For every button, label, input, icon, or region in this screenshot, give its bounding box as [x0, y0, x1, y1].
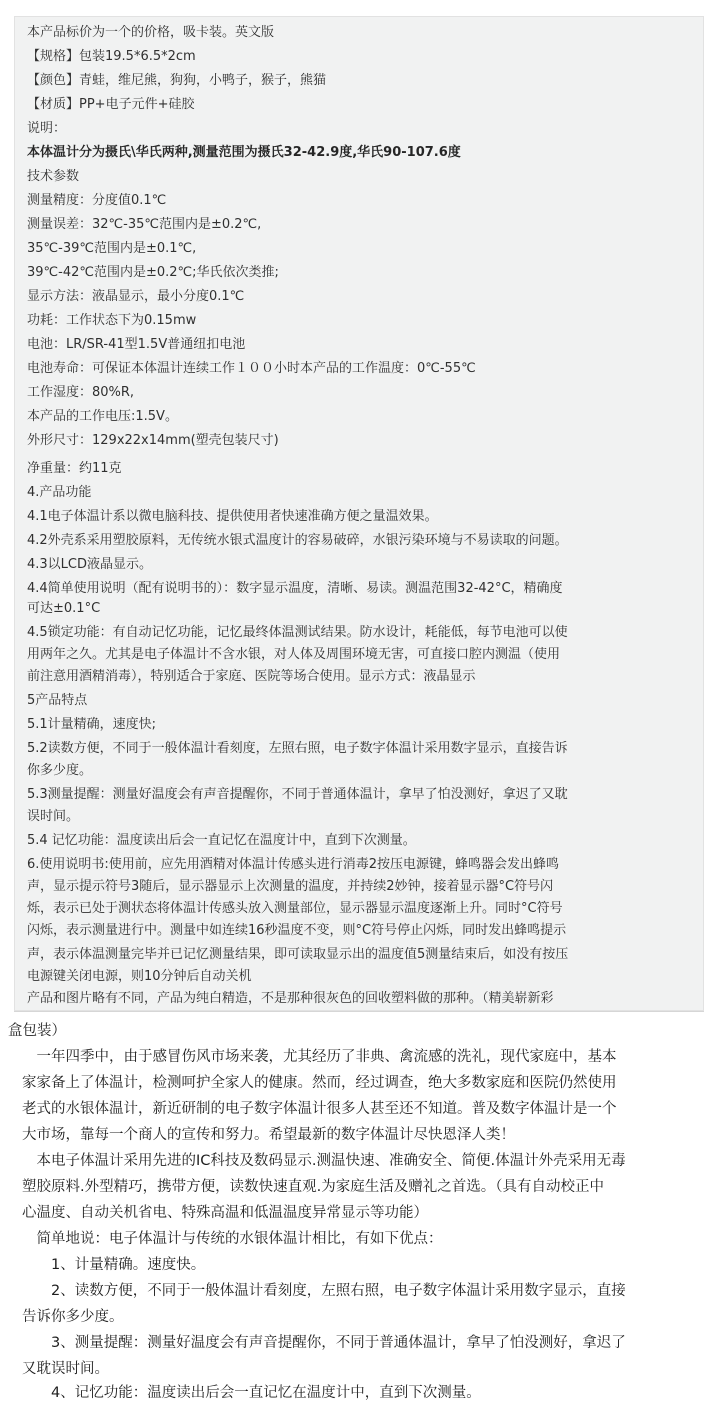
intro-panel	[0, 1018, 720, 1406]
spec-line: 本产品标价为一个的价格，吸卡装。英文版	[27, 25, 275, 40]
intro-line: 心温度、自动关机省电、特殊高温和低温温度异常显示等功能）	[22, 1205, 428, 1221]
spec-line: 4.4简单使用说明（配有说明书的）：数字显示温度，清晰、易读。测温范围32-42°C，精确度	[27, 581, 563, 596]
spec-line: 本体温计分为摄氏\华氏两种,测量范围为摄氏32-42.9度,华氏90-107.6度	[27, 145, 461, 160]
spec-line: 电池寿命：可保证本体温计连续工作１００小时本产品的工作温度：0℃-55℃	[27, 361, 476, 376]
intro-line: 本电子体温计采用先进的IC科技及数码显示.测温快速、准确安全、简便.体温计外壳采用无毒	[22, 1153, 626, 1169]
intro-line: 2、读数方便，不同于一般体温计看刻度，左照右照，电子数字体温计采用数字显示，直接	[22, 1283, 626, 1299]
spec-line: 5.3测量提醒：测量好温度会有声音提醒你，不同于普通体温计，拿早了怕没测好，拿迟了又耽	[27, 787, 568, 802]
spec-line: 烁，表示已处于测状态将体温计传感头放入测量部位，显示器显示温度逐渐上升。同时°C符号	[27, 901, 563, 916]
spec-line: 5产品特点	[27, 693, 88, 708]
spec-line: 5.4 记忆功能：温度读出后会一直记忆在温度计中，直到下次测量。	[27, 833, 416, 848]
intro-line: 告诉你多少度。	[22, 1309, 124, 1325]
spec-line: 5.1计量精确，速度快;	[27, 717, 157, 732]
spec-line: 4.1电子体温计系以微电脑科技、提供使用者快速准确方便之量温效果。	[27, 509, 438, 524]
intro-line: 又耽误时间。	[22, 1361, 109, 1377]
spec-line: 工作湿度：80%R,	[27, 385, 135, 400]
spec-line: 4.2外壳系采用塑胶原料，无传统水银式温度计的容易破碎，水银污染环境与不易读取的问题。	[27, 533, 568, 548]
intro-line: 4、记忆功能：温度读出后会一直记忆在温度计中，直到下次测量。	[22, 1385, 481, 1401]
spec-line: 你多少度。	[27, 763, 93, 778]
spec-panel	[14, 16, 704, 1011]
spec-line: 测量误差：32℃-35℃范围内是±0.2℃,	[27, 217, 262, 232]
spec-line: 外形尺寸：129x22x14mm(塑壳包装尺寸)	[27, 433, 279, 448]
spec-line: 电池：LR/SR-41型1.5V普通纽扣电池	[27, 337, 246, 352]
spec-line: 产品和图片略有不同，产品为纯白精造，不是那种很灰色的回收塑料做的那种。（精美崭新彩	[27, 991, 554, 1006]
spec-line: 35℃-39℃范围内是±0.1℃,	[27, 241, 197, 256]
intro-line: 老式的水银体温计，新近研制的电子数字体温计很多人甚至还不知道。普及数字体温计是一个	[22, 1101, 617, 1117]
spec-line: 可达±0.1°C	[27, 601, 101, 616]
section-divider	[14, 1011, 704, 1012]
spec-line: 【规格】包装19.5*6.5*2cm	[27, 49, 196, 64]
intro-line: 大市场，靠每一个商人的宣传和努力。希望最新的数字体温计尽快恩泽人类！	[22, 1127, 515, 1143]
spec-line: 显示方法：液晶显示，最小分度0.1℃	[27, 289, 245, 304]
spec-line: 净重量：约11克	[27, 461, 122, 476]
spec-line: 【材质】PP+电子元件+硅胶	[27, 97, 195, 112]
intro-line: 一年四季中，由于感冒伤风市场来袭，尤其经历了非典、禽流感的洗礼，现代家庭中，基本	[22, 1049, 617, 1065]
spec-line: 测量精度：分度值0.1℃	[27, 193, 167, 208]
spec-line: 说明：	[27, 121, 67, 136]
intro-line: 简单地说：电子体温计与传统的水银体温计相比，有如下优点：	[22, 1231, 443, 1247]
spec-line: 声，显示提示符号3随后，显示器显示上次测量的温度，并持续2妙钟，接着显示器°C符号闪	[27, 879, 554, 894]
intro-line: 塑胶原料.外型精巧，携带方便，读数快速直观.为家庭生活及赠礼之首选。（具有自动校正中	[22, 1179, 604, 1195]
spec-line: 技术参数	[27, 169, 80, 184]
spec-line: 误时间。	[27, 809, 80, 824]
intro-line: 盒包装）	[8, 1023, 66, 1039]
spec-line: 电源键关闭电源，则10分钟后自动关机	[27, 969, 252, 984]
intro-line: 3、测量提醒：测量好温度会有声音提醒你，不同于普通体温计，拿早了怕没测好，拿迟了	[22, 1335, 626, 1351]
spec-line: 前注意用酒精消毒），特别适合于家庭、医院等场合使用。显示方式：液晶显示	[27, 669, 476, 684]
spec-line: 本产品的工作电压:1.5V。	[27, 409, 178, 424]
spec-line: 功耗：工作状态下为0.15mw	[27, 313, 197, 328]
spec-line: 用两年之久。尤其是电子体温计不含水银，对人体及周围环境无害，可直接口腔内测温（使用	[27, 647, 561, 662]
spec-line: 6.使用说明书:使用前，应先用酒精对体温计传感头进行消毒2按压电源键，蜂鸣器会发出蜂鸣	[27, 857, 560, 872]
intro-line: 1、计量精确。速度快。	[22, 1257, 206, 1273]
spec-line: 【颜色】青蛙，维尼熊，狗狗，小鸭子，猴子，熊猫	[27, 73, 327, 88]
spec-line: 4.3以LCD液晶显示。	[27, 557, 153, 572]
spec-line: 闪烁，表示测量进行中。测量中如连续16秒温度不变，则°C符号停止闪烁，同时发出蜂鸣提示	[27, 923, 567, 938]
spec-line: 5.2读数方便，不同于一般体温计看刻度，左照右照，电子数字体温计采用数字显示，直接告诉	[27, 741, 568, 756]
spec-line: 声，表示体温测量完毕并已记忆测量结果，即可读取显示出的温度值5测量结束后，如没有按压	[27, 947, 569, 962]
spec-line: 4.产品功能	[27, 485, 92, 500]
spec-line: 39℃-42℃范围内是±0.2℃;华氏依次类推;	[27, 265, 279, 280]
spec-line: 4.5锁定功能：有自动记忆功能，记忆最终体温测试结果。防水设计，耗能低，每节电池可以使	[27, 625, 568, 640]
intro-line: 家家备上了体温计，检测呵护全家人的健康。然而，经过调查，绝大多数家庭和医院仍然使用	[22, 1075, 617, 1091]
